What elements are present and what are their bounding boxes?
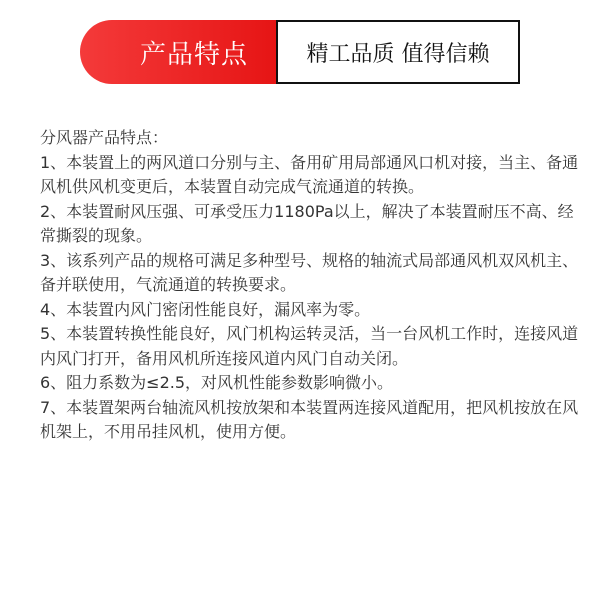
feature-item-3: 3、该系列产品的规格可满足多种型号、规格的轴流式局部通风机双风机主、备并联使用，气流通道的转换要求。 <box>40 250 579 294</box>
header-tag <box>80 20 290 84</box>
feature-item-6: 6、阻力系数为≤2.5，对风机性能参数影响微小。 <box>40 373 394 392</box>
feature-item-7: 7、本装置架两台轴流风机按放架和本装置两连接风道配用，把风机按放在风机架上，不用吊挂风机，使用方便。 <box>40 397 579 441</box>
header-slogan: 精工品质 值得信赖 <box>306 41 490 67</box>
feature-description <box>40 126 580 445</box>
header-slogan-box <box>276 20 520 84</box>
feature-item-5: 5、本装置转换性能良好，风门机构运转灵活，当一台风机工作时，连接风道内风门打开，备用风机所连接风道内风门自动关闭。 <box>40 324 579 368</box>
section-header <box>80 20 520 84</box>
feature-item-4: 4、本装置内风门密闭性能良好，漏风率为零。 <box>40 299 371 319</box>
feature-heading: 分风器产品特点： <box>40 128 169 147</box>
header-tag-label: 产品特点 <box>139 39 248 70</box>
feature-item-1: 1、本装置上的两风道口分别与主、备用矿用局部通风口机对接，当主、备通风机供风机变更后，本装置自动完成气流通道的转换。 <box>40 152 579 196</box>
feature-item-2: 2、本装置耐风压强、可承受压力1180Pa以上，解决了本装置耐压不高、经常撕裂的现象。 <box>40 201 574 245</box>
